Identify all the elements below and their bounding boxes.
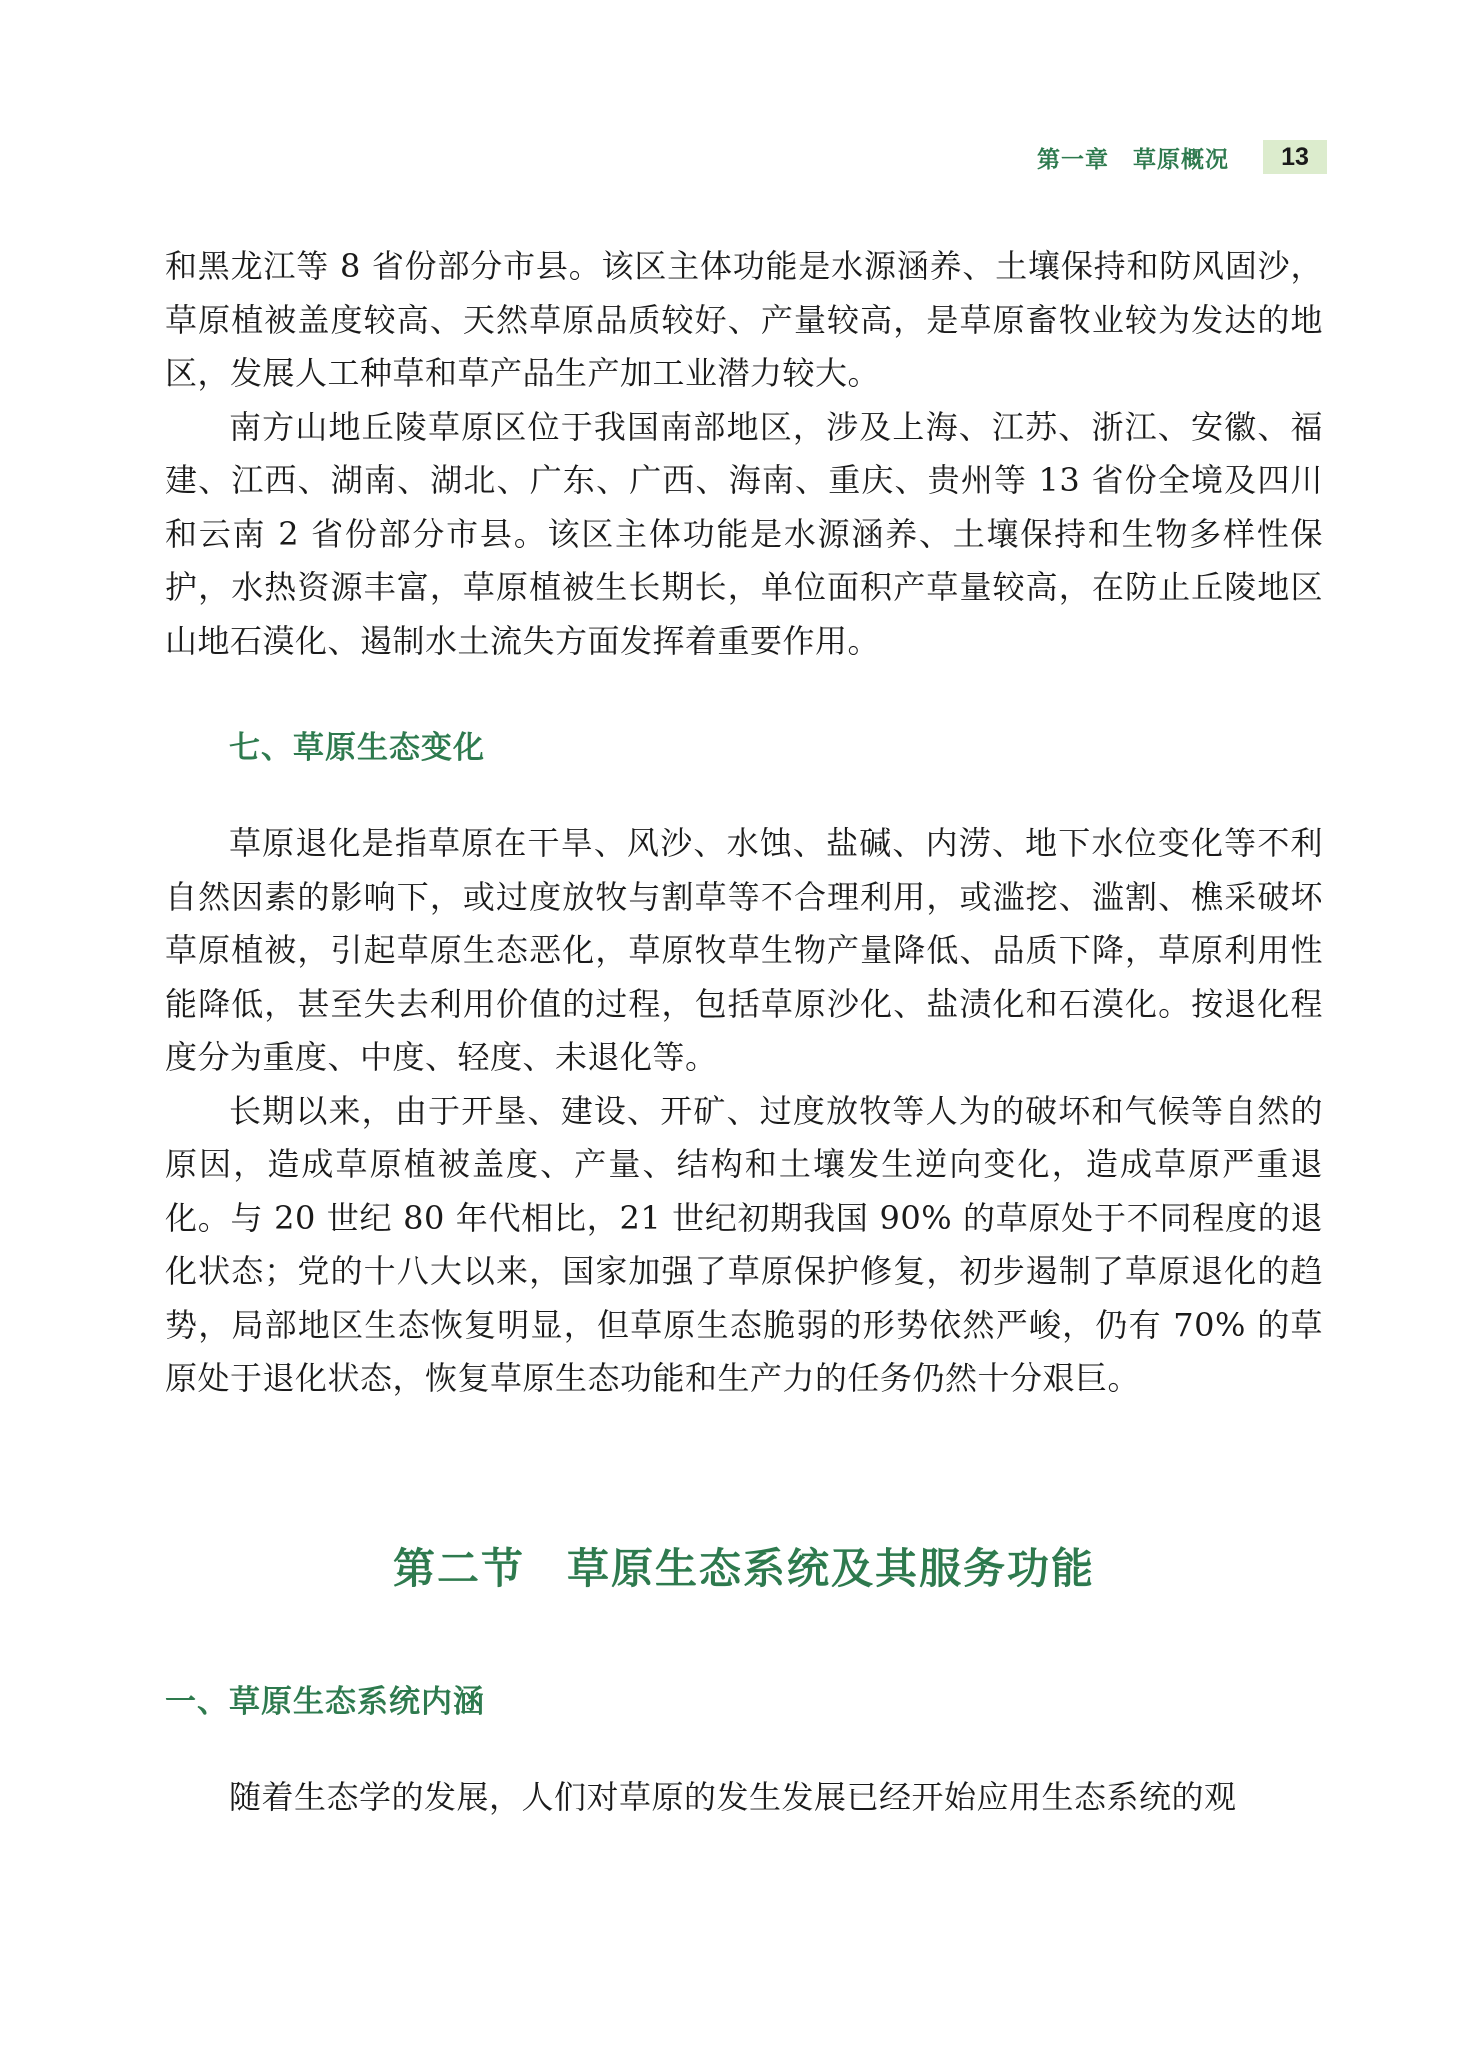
section-name: 草原生态系统及其服务功能 (567, 1543, 1096, 1593)
paragraph-continued: 和黑龙江等 8 省份部分市县。该区主体功能是水源涵养、土壤保持和防风固沙，草原植被盖度较高、天然草原品质较好、产量较高，是草原畜牧业较为发达的地区，发展人工种草和草产品生产加工业潜力较大。 (165, 247, 1323, 392)
subheading-ecosystem-meaning: 一、草原生态系统内涵 (165, 1683, 485, 1720)
paragraph-degradation-definition: 草原退化是指草原在干旱、风沙、水蚀、盐碱、内涝、地下水位变化等不利自然因素的影响下，或过度放牧与割草等不合理利用，或滥挖、滥割、樵采破坏草原植被，引起草原生态恶化，草原牧草生物产量降低、品质下降，草原利用性能降低，甚至失去利用价值的过程，包括草原沙化、盐渍化和石漠化。按退化程度分为重度、中度、轻度、未退化等。 (165, 824, 1323, 1076)
page-body (165, 240, 1323, 1824)
paragraph-degradation-status: 长期以来，由于开垦、建设、开矿、过度放牧等人为的破坏和气候等自然的原因，造成草原植被盖度、产量、结构和土壤发生逆向变化，造成草原严重退化。与 20 世纪 80 年代相比，21 世纪初期我国 90% 的草原处于不同程度的退化状态；党的十八大以来，国家加强了草原保护修复，初步遏制了草原退化的趋势，局部地区生态恢复明显，但草原生态脆弱的形势依然严峻，仍有 70% 的草原处于退化状态，恢复草原生态功能和生产力的任务仍然十分艰巨。 (165, 1091, 1323, 1397)
subheading-ecological-change: 七、草原生态变化 (229, 730, 485, 766)
chapter-title: 第一章 草原概况 (1037, 146, 1229, 173)
paragraph-south-region: 南方山地丘陵草原区位于我国南部地区，涉及上海、江苏、浙江、安徽、福建、江西、湖南、湖北、广东、广西、海南、重庆、贵州等 13 省份全境及四川和云南 2 省份部分市县。该区主体功能是水源涵养、土壤保持和生物多样性保护，水热资源丰富，草原植被生长期长，单位面积产草量较高，在防止丘陵地区山地石漠化、遏制水土流失方面发挥着重要作用。 (165, 407, 1323, 660)
section-title (165, 1536, 1323, 1596)
running-header (1037, 138, 1327, 176)
page-number: 13 (1263, 140, 1327, 174)
section-label: 第二节 (392, 1543, 525, 1593)
paragraph-ecosystem-intro: 随着生态学的发展，人们对草原的发生发展已经开始应用生态系统的观 (229, 1777, 1237, 1816)
